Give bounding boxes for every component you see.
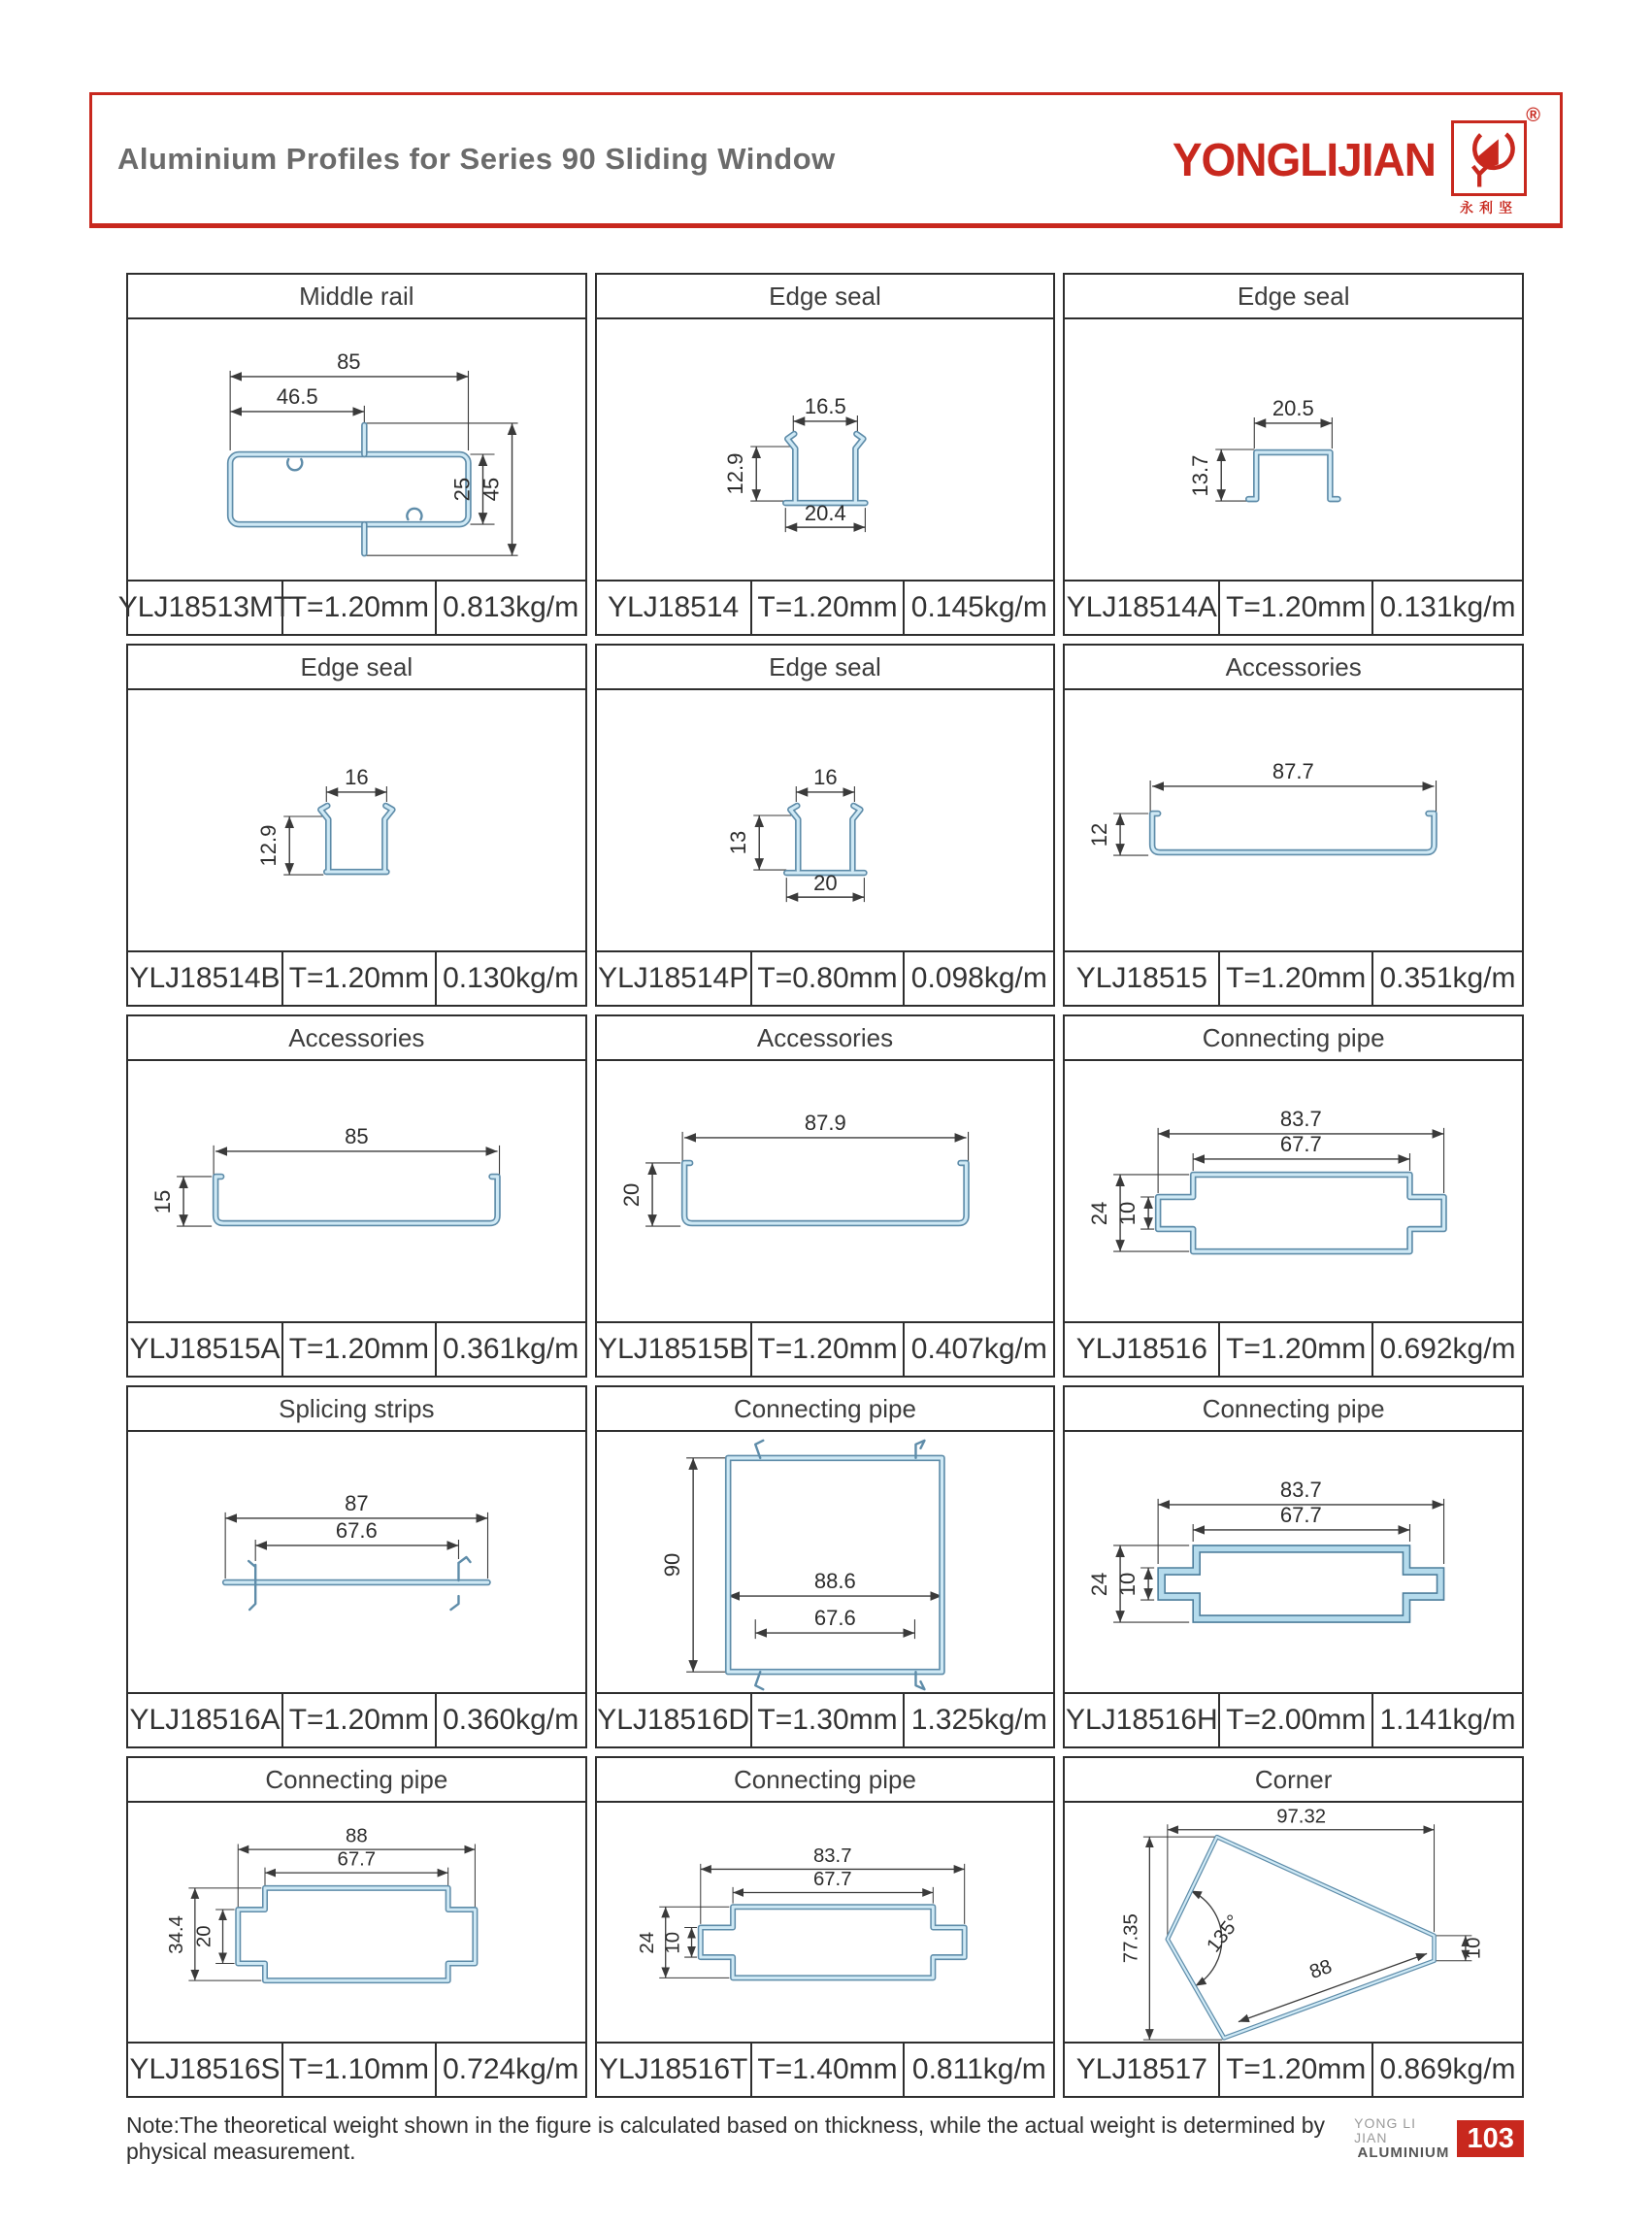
cell-category: Connecting pipe	[597, 1387, 1054, 1432]
cell-footer	[117, 580, 585, 634]
dim-label: 20.5	[1272, 395, 1315, 420]
weight-label: 0.361kg/m	[443, 1333, 579, 1365]
profile-drawing-svg	[597, 1432, 1054, 1692]
weight-label: 0.692kg/m	[1379, 1333, 1516, 1365]
profile-drawing	[597, 1803, 1054, 2042]
profile-drawing-svg	[128, 1061, 585, 1321]
profile-cell	[126, 1385, 587, 1748]
cell-category: Edge seal	[128, 646, 585, 690]
dim-label: 46.5	[276, 383, 318, 409]
weight-label: 0.351kg/m	[1379, 962, 1516, 994]
cell-category: Connecting pipe	[1065, 1387, 1522, 1432]
profile-outline	[1152, 814, 1434, 852]
dim-label: 13.7	[1188, 454, 1213, 497]
cell-category: Edge seal	[597, 275, 1054, 319]
dim-label: 15	[150, 1189, 176, 1214]
clip-detail	[407, 509, 421, 519]
weight-label: 0.813kg/m	[443, 591, 579, 623]
dim-label: 20	[618, 1182, 644, 1208]
thickness-label: T=1.20mm	[283, 582, 437, 634]
thickness-label: T=1.20mm	[1220, 952, 1373, 1005]
cell-footer	[128, 2042, 585, 2096]
emblem-frame	[1451, 120, 1527, 196]
dim-label: 10	[1115, 1572, 1140, 1597]
dim-label: 67.7	[1280, 1502, 1323, 1527]
model-label: YLJ18517	[1065, 2044, 1220, 2096]
model-label: YLJ18516H	[1065, 1694, 1220, 1746]
brand-logo	[1172, 105, 1540, 216]
dim-label: 13	[725, 830, 750, 855]
profile-cell	[1063, 1014, 1524, 1378]
dim-label: 77.35	[1120, 1913, 1142, 1964]
cell-footer	[1065, 2042, 1522, 2096]
dim-label: 67.6	[335, 1517, 378, 1543]
profile-cell	[1063, 1385, 1524, 1748]
profile-drawing	[1065, 690, 1522, 950]
dim-label: 90	[659, 1552, 684, 1578]
weight-label: 0.145kg/m	[910, 591, 1047, 623]
cell-footer	[128, 1692, 585, 1746]
dim-label: 67.6	[813, 1606, 856, 1631]
profile-outline	[320, 806, 392, 872]
footer-note: Note:The theoretical weight shown in the figure is calculated based on thickness, while the actual weight is determined by physical measurement.	[126, 2112, 1326, 2164]
profile-drawing	[1065, 1803, 1522, 2042]
profile-drawing-svg	[1065, 690, 1522, 950]
dim-label: 88.6	[813, 1569, 856, 1594]
thickness-label: T=1.20mm	[1220, 1323, 1373, 1376]
dim-label: 85	[337, 349, 361, 374]
profile-cell	[126, 1014, 587, 1378]
dim-label: 12.9	[722, 452, 747, 495]
profile-outline	[215, 1177, 497, 1223]
dim-label: 87.9	[804, 1110, 846, 1135]
profile-drawing	[597, 690, 1054, 950]
cell-footer	[128, 950, 585, 1005]
dim-label: 83.7	[1280, 1477, 1323, 1502]
thickness-label: T=1.20mm	[283, 1323, 437, 1376]
dim-label: 45	[479, 477, 504, 502]
profile-drawing	[597, 319, 1054, 580]
dim-label: 83.7	[812, 1845, 852, 1868]
footer-brand-line1: YONG LI JIAN	[1354, 2115, 1416, 2146]
cell-category: Connecting pipe	[597, 1758, 1054, 1803]
cell-category: Accessories	[1065, 646, 1522, 690]
weight-label: 0.724kg/m	[443, 2053, 579, 2085]
cell-footer	[597, 1692, 1054, 1746]
cell-footer	[1065, 580, 1522, 634]
brand-name-chinese: 永利坚	[1460, 200, 1518, 216]
dim-label: 24	[1087, 1201, 1112, 1226]
model-label: YLJ18515	[1065, 952, 1220, 1005]
footer-brand	[1354, 2116, 1524, 2160]
thickness-label: T=1.20mm	[1220, 582, 1373, 634]
profile-drawing-svg	[1065, 1432, 1522, 1692]
weight-label: 1.141kg/m	[1379, 1704, 1516, 1736]
weight-label: 0.098kg/m	[910, 962, 1047, 994]
page-header	[89, 92, 1563, 228]
dim-label: 85	[345, 1123, 369, 1148]
profile-drawing	[128, 690, 585, 950]
dim-label: 24	[636, 1931, 658, 1954]
profile-drawing-svg	[128, 1803, 585, 2042]
thickness-label: T=1.20mm	[283, 952, 437, 1005]
profile-drawing	[1065, 1061, 1522, 1321]
profile-outline	[1249, 452, 1338, 499]
profile-drawing-svg	[128, 1432, 585, 1692]
profile-drawing-svg	[597, 1061, 1054, 1321]
dim-label: 87	[345, 1490, 369, 1515]
cell-footer	[128, 1321, 585, 1376]
dim-label: 87.7	[1272, 758, 1315, 783]
model-label: YLJ18515A	[128, 1323, 283, 1376]
cell-category: Accessories	[597, 1016, 1054, 1061]
dim-label: 67.7	[337, 1848, 377, 1871]
model-label: YLJ18515B	[597, 1323, 752, 1376]
profile-cell	[595, 1385, 1056, 1748]
profile-drawing	[128, 1061, 585, 1321]
thickness-label: T=1.20mm	[752, 582, 906, 634]
cell-category: Connecting pipe	[1065, 1016, 1522, 1061]
dim-label: 34.4	[165, 1915, 187, 1954]
weight-label: 1.325kg/m	[910, 1704, 1047, 1736]
profile-cell	[595, 644, 1056, 1007]
profile-drawing-svg	[597, 690, 1054, 950]
dim-label: 88	[346, 1825, 368, 1847]
cell-footer	[597, 580, 1054, 634]
weight-label: 0.360kg/m	[443, 1704, 579, 1736]
profile-drawing	[128, 1803, 585, 2042]
cell-footer	[597, 2042, 1054, 2096]
dim-label: 67.7	[1280, 1131, 1323, 1156]
dim-label: 12.9	[256, 824, 281, 867]
thickness-label: T=1.20mm	[283, 1694, 437, 1746]
footer-brand-line2: ALUMINIUM	[1357, 2144, 1450, 2161]
emblem-mark-icon	[1454, 123, 1524, 193]
thickness-label: T=1.10mm	[283, 2044, 437, 2096]
cell-footer	[1065, 1321, 1522, 1376]
cell-footer	[597, 950, 1054, 1005]
dim-label: 20	[812, 871, 838, 896]
weight-label: 0.131kg/m	[1379, 591, 1516, 623]
dim-label: 16	[812, 764, 838, 789]
profile-cell	[1063, 644, 1524, 1007]
dim-label: 97.32	[1276, 1806, 1327, 1828]
cell-category: Accessories	[128, 1016, 585, 1061]
profile-outline	[1158, 1175, 1443, 1251]
brand-name: YONGLIJIAN	[1172, 132, 1436, 186]
model-label: YLJ18514A	[1065, 582, 1220, 634]
profile-drawing-svg	[1065, 1061, 1522, 1321]
profile-outline	[684, 1163, 966, 1223]
profile-drawing	[597, 1061, 1054, 1321]
dim-label: 10	[662, 1931, 684, 1954]
thickness-label: T=1.20mm	[752, 1323, 906, 1376]
model-label: YLJ18514B	[128, 952, 283, 1005]
model-label: YLJ18514	[597, 582, 752, 634]
weight-label: 0.869kg/m	[1379, 2053, 1516, 2085]
dim-label: 16.5	[804, 393, 846, 418]
profile-outline	[785, 434, 865, 503]
profile-outline	[238, 1888, 475, 1980]
profile-cell	[117, 273, 587, 636]
cell-footer	[1065, 950, 1522, 1005]
model-label: YLJ18514P	[597, 952, 752, 1005]
profiles-table	[117, 273, 1524, 2098]
thickness-label: T=1.30mm	[752, 1694, 906, 1746]
profile-drawing-svg	[128, 319, 585, 580]
cell-category: Connecting pipe	[128, 1758, 585, 1803]
profile-drawing	[1065, 1432, 1522, 1692]
thickness-label: T=2.00mm	[1220, 1694, 1373, 1746]
profile-cell	[595, 1756, 1056, 2098]
profile-drawing	[128, 319, 585, 580]
profile-drawing-svg	[128, 690, 585, 950]
profile-outline	[1158, 1546, 1443, 1622]
cell-category: Splicing strips	[128, 1387, 585, 1432]
cell-footer	[1065, 1692, 1522, 1746]
dim-label: 24	[1087, 1572, 1112, 1597]
profile-drawing-svg	[1065, 319, 1522, 580]
dim-label: 16	[345, 764, 369, 789]
dim-label: 20	[193, 1925, 215, 1948]
profile-cell	[1063, 1756, 1524, 2098]
model-label: YLJ18516D	[597, 1694, 752, 1746]
dim-label: 10	[1464, 1937, 1486, 1960]
page-footer	[126, 2112, 1524, 2165]
model-label: YLJ18516T	[597, 2044, 752, 2096]
page-number-badge: 103	[1457, 2120, 1524, 2157]
profile-outline	[700, 1907, 964, 1978]
profile-drawing-svg	[597, 319, 1054, 580]
profile-cell	[126, 1756, 587, 2098]
profile-drawing	[128, 1432, 585, 1692]
cell-category: Edge seal	[597, 646, 1054, 690]
brand-emblem-icon	[1451, 105, 1540, 216]
weight-label: 0.407kg/m	[910, 1333, 1047, 1365]
profile-drawing	[597, 1432, 1054, 1692]
page-title: Aluminium Profiles for Series 90 Sliding Window	[117, 142, 836, 176]
profile-cell	[126, 644, 587, 1007]
profile-outline	[728, 1458, 942, 1672]
thickness-label: T=1.40mm	[752, 2044, 906, 2096]
model-label: YLJ18513MT	[128, 582, 283, 634]
dim-label: 67.7	[812, 1869, 852, 1891]
cell-category: Middle rail	[128, 275, 585, 319]
thickness-label: T=0.80mm	[752, 952, 906, 1005]
weight-label: 0.811kg/m	[911, 2053, 1046, 2085]
dim-label: 135°	[1203, 1911, 1245, 1957]
profile-outline	[230, 454, 468, 524]
model-label: YLJ18516S	[128, 2044, 283, 2096]
profile-cell	[595, 273, 1056, 636]
profile-drawing-svg	[597, 1803, 1054, 2042]
thickness-label: T=1.20mm	[1220, 2044, 1373, 2096]
dim-label: 83.7	[1280, 1106, 1323, 1131]
dim-label: 10	[1115, 1201, 1140, 1226]
model-label: YLJ18516A	[128, 1694, 283, 1746]
cell-category: Edge seal	[1065, 275, 1522, 319]
profile-drawing-svg	[1065, 1803, 1522, 2042]
model-label: YLJ18516	[1065, 1323, 1220, 1376]
weight-label: 0.130kg/m	[443, 962, 579, 994]
dim-label: 25	[449, 477, 475, 502]
cell-footer	[597, 1321, 1054, 1376]
profile-cell	[1063, 273, 1524, 636]
cell-category: Corner	[1065, 1758, 1522, 1803]
registered-mark: ®	[1526, 105, 1540, 126]
dim-label: 20.4	[804, 501, 846, 526]
profile-cell	[595, 1014, 1056, 1378]
clip-detail	[287, 459, 302, 470]
profile-drawing	[1065, 319, 1522, 580]
dim-label: 88	[1306, 1955, 1336, 1984]
clip-detail	[755, 1441, 924, 1689]
dim-label: 12	[1087, 822, 1112, 848]
